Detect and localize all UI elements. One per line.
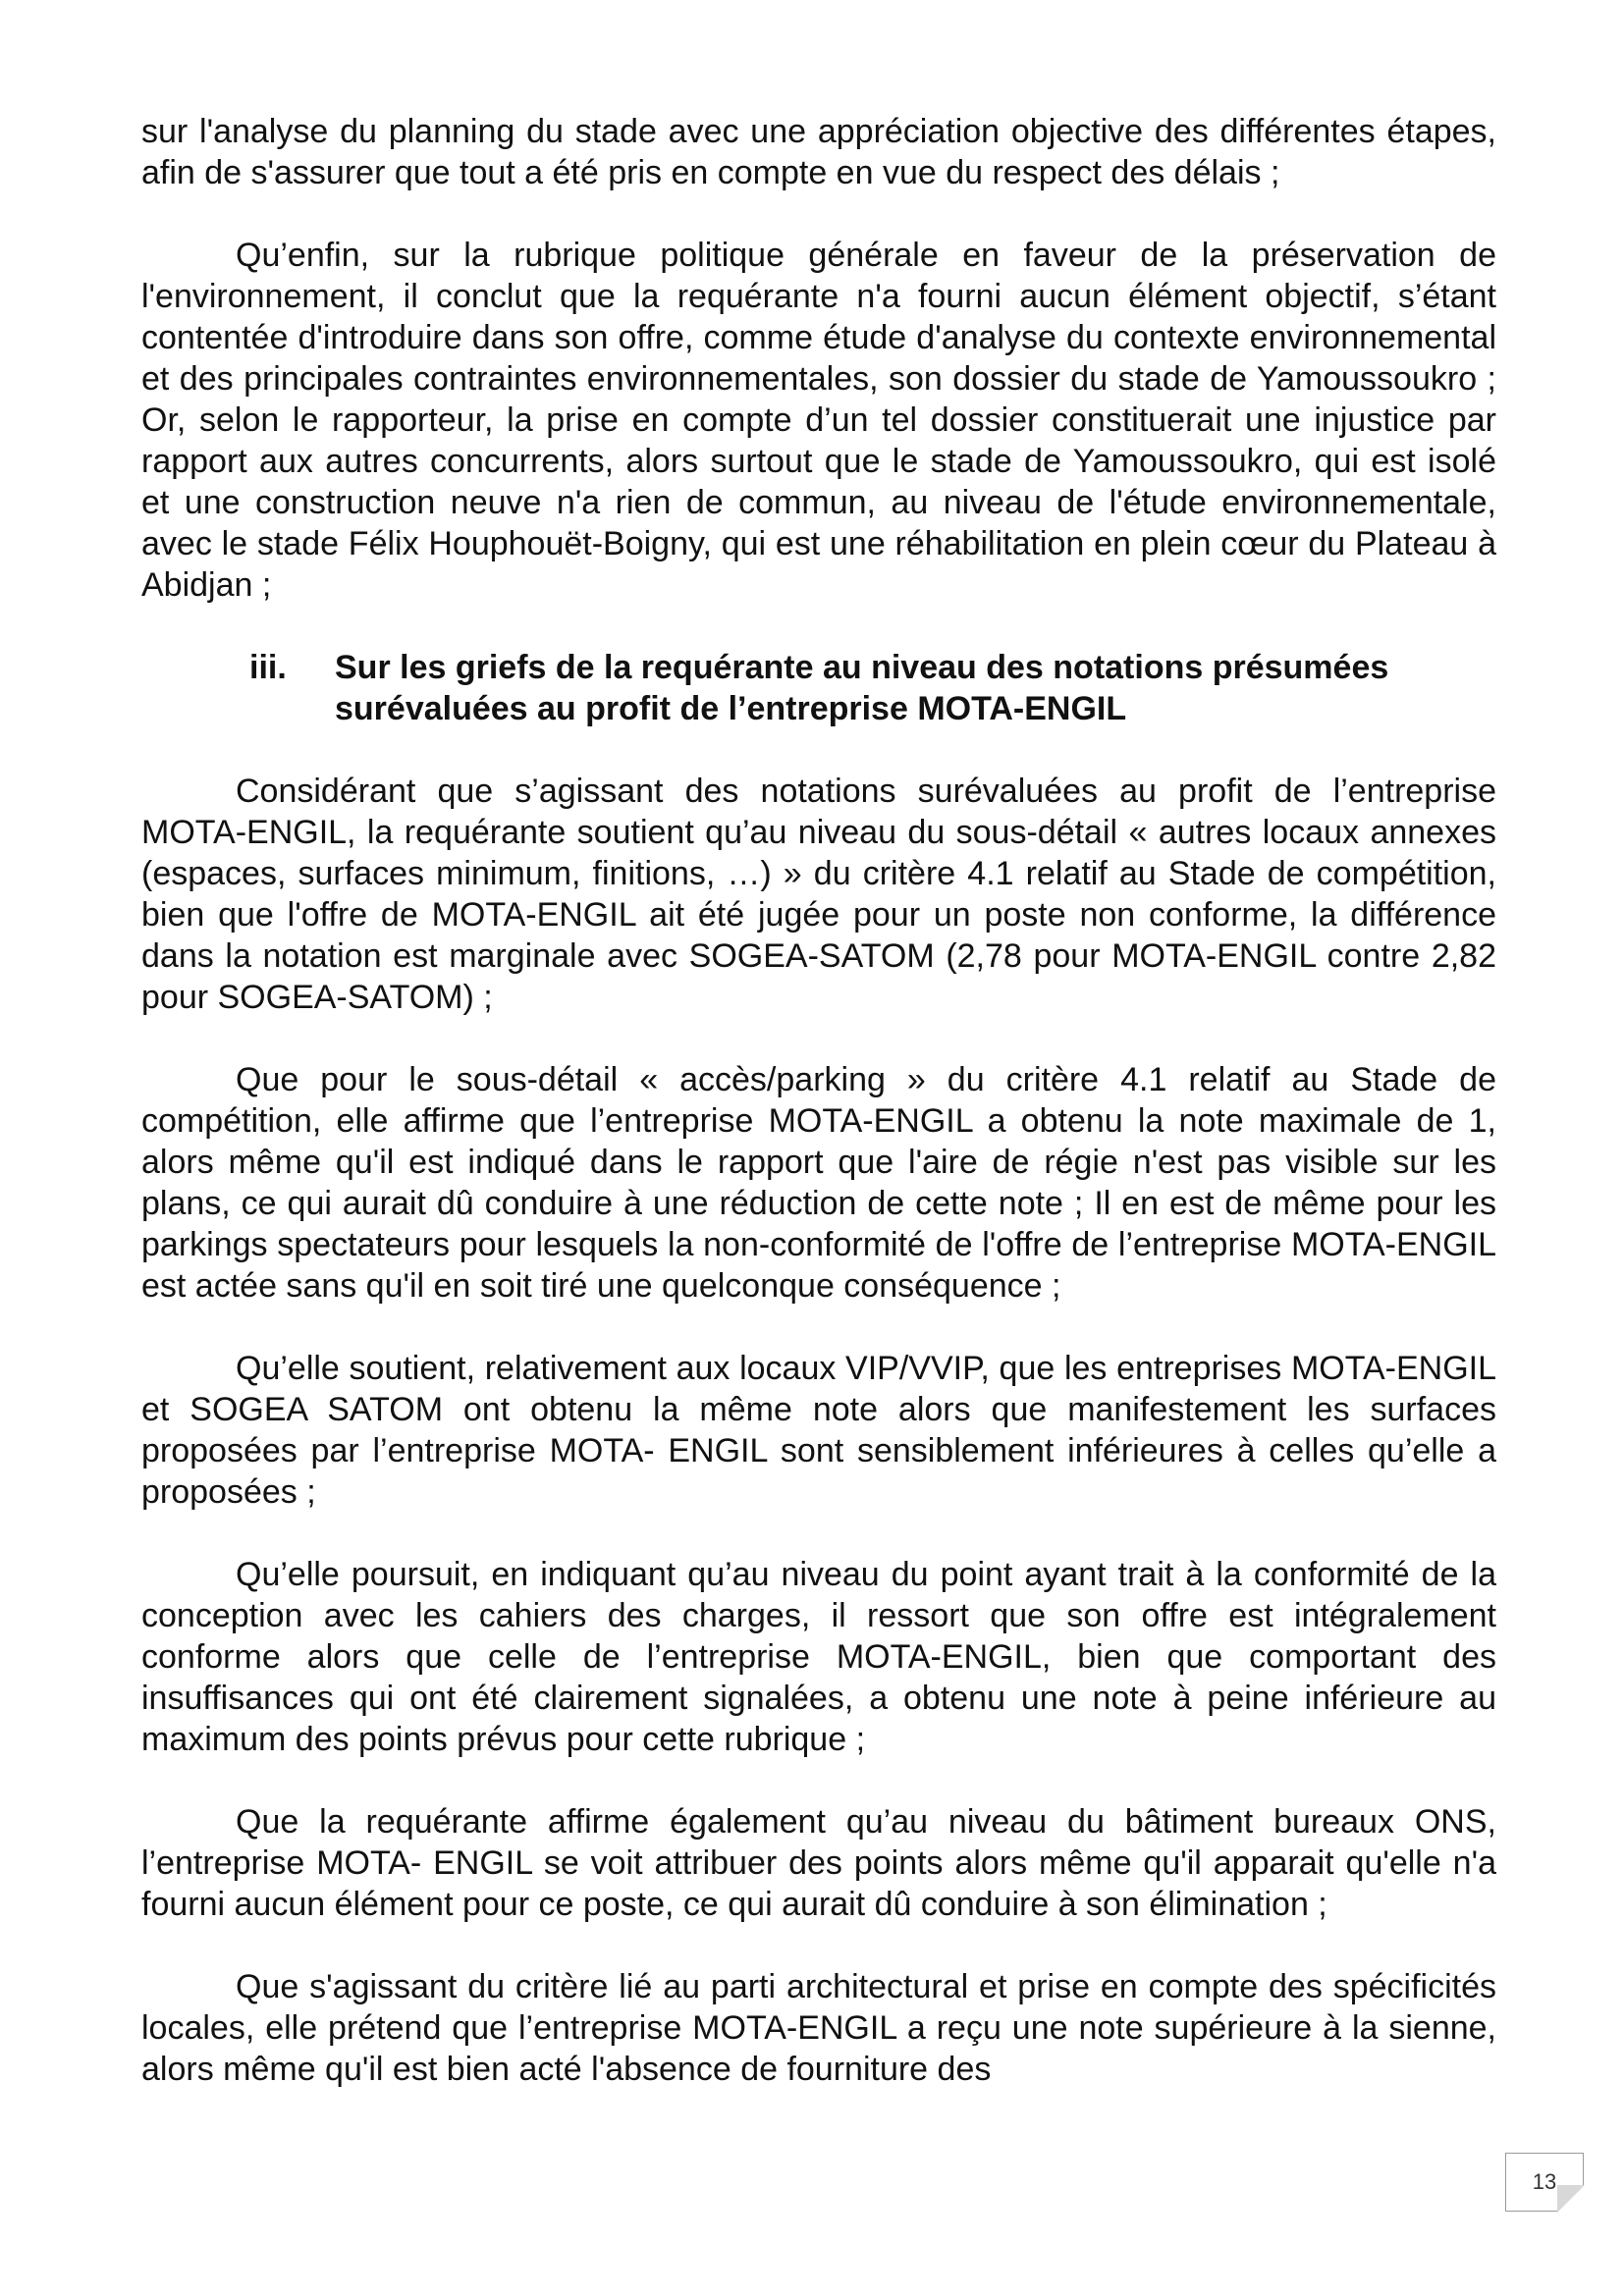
paragraph: Que s'agissant du critère lié au parti architectural et prise en compte des spécificités locales, elle prétend que l’entreprise MOTA-ENGIL a reçu une note supérieure à la sienne, alors même qu'il est bien acté l'absence de fourniture des [141,1968,1496,2088]
section-number: iii. [249,649,287,686]
paragraph: Que pour le sous-détail « accès/parking » du critère 4.1 relatif au Stade de compétition, elle affirme que l’entreprise MOTA-ENGIL a obtenu la note maximale de 1, alors même qu'il est indiqué dans le rapport que l'aire de régie n'est pas visible sur les plans, ce qui aurait dû conduire à une réduction de cette note ; Il en est de même pour les parkings spectateurs pour lesquels la non-conformité de l'offre de l’entreprise MOTA-ENGIL est actée sans qu'il en soit tiré une quelconque conséquence ; [141,1061,1496,1305]
paragraph: Qu’elle soutient, relativement aux locaux VIP/VVIP, que les entreprises MOTA-ENGIL et SOGEA SATOM ont obtenu la même note alors que manifestement les surfaces proposées par l’entreprise MOTA- ENGIL sont sensiblement inférieures à celles qu’elle a proposées ; [141,1350,1496,1511]
document-page [141,111,1496,2131]
section-title: Sur les griefs de la requérante au niveau des notations présumées surévaluées au profit de l’entreprise MOTA-ENGIL [335,649,1389,727]
paragraph: Qu’enfin, sur la rubrique politique générale en faveur de la préservation de l'environnement, il conclut que la requérante n'a fourni aucun élément objectif, s’étant contentée d'introduire dans son offre, comme étude d'analyse du contexte environnemental et des principales contraintes environnementales, son dossier du stade de Yamoussoukro ; Or, selon le rapporteur, la prise en compte d’un tel dossier constituerait une injustice par rapport aux autres concurrents, alors surtout que le stade de Yamoussoukro, qui est isolé et une construction neuve n'a rien de commun, au niveau de l'étude environnementale, avec le stade Félix Houphouët-Boigny, qui est une réhabilitation en plein cœur du Plateau à Abidjan ; [141,237,1496,604]
section-heading [141,647,1496,729]
page-number-box [1505,2153,1584,2212]
paragraph: Qu’elle poursuit, en indiquant qu’au niveau du point ayant trait à la conformité de la conception avec les cahiers des charges, il ressort que son offre est intégralement conforme alors que celle de l’entreprise MOTA-ENGIL, bien que comportant des insuffisances qui ont été clairement signalées, a obtenu une note à peine inférieure au maximum des points prévus pour cette rubrique ; [141,1556,1496,1758]
page-number: 13 [1532,2169,1557,2194]
paragraph: Que la requérante affirme également qu’au niveau du bâtiment bureaux ONS, l’entreprise MOTA- ENGIL se voit attribuer des points alors même qu'il apparait qu'elle n'a fourni aucun élément pour ce poste, ce qui aurait dû conduire à son élimination ; [141,1803,1496,1923]
paragraph: sur l'analyse du planning du stade avec une appréciation objective des différentes étapes, afin de s'assurer que tout a été pris en compte en vue du respect des délais ; [141,113,1496,191]
paragraph: Considérant que s’agissant des notations surévaluées au profit de l’entreprise MOTA-ENGIL, la requérante soutient qu’au niveau du sous-détail « autres locaux annexes (espaces, surfaces minimum, finitions, …) » du critère 4.1 relatif au Stade de compétition, bien que l'offre de MOTA-ENGIL ait été jugée pour un poste non conforme, la différence dans la notation est marginale avec SOGEA-SATOM (2,78 pour MOTA-ENGIL contre 2,82 pour SOGEA-SATOM) ; [141,773,1496,1016]
